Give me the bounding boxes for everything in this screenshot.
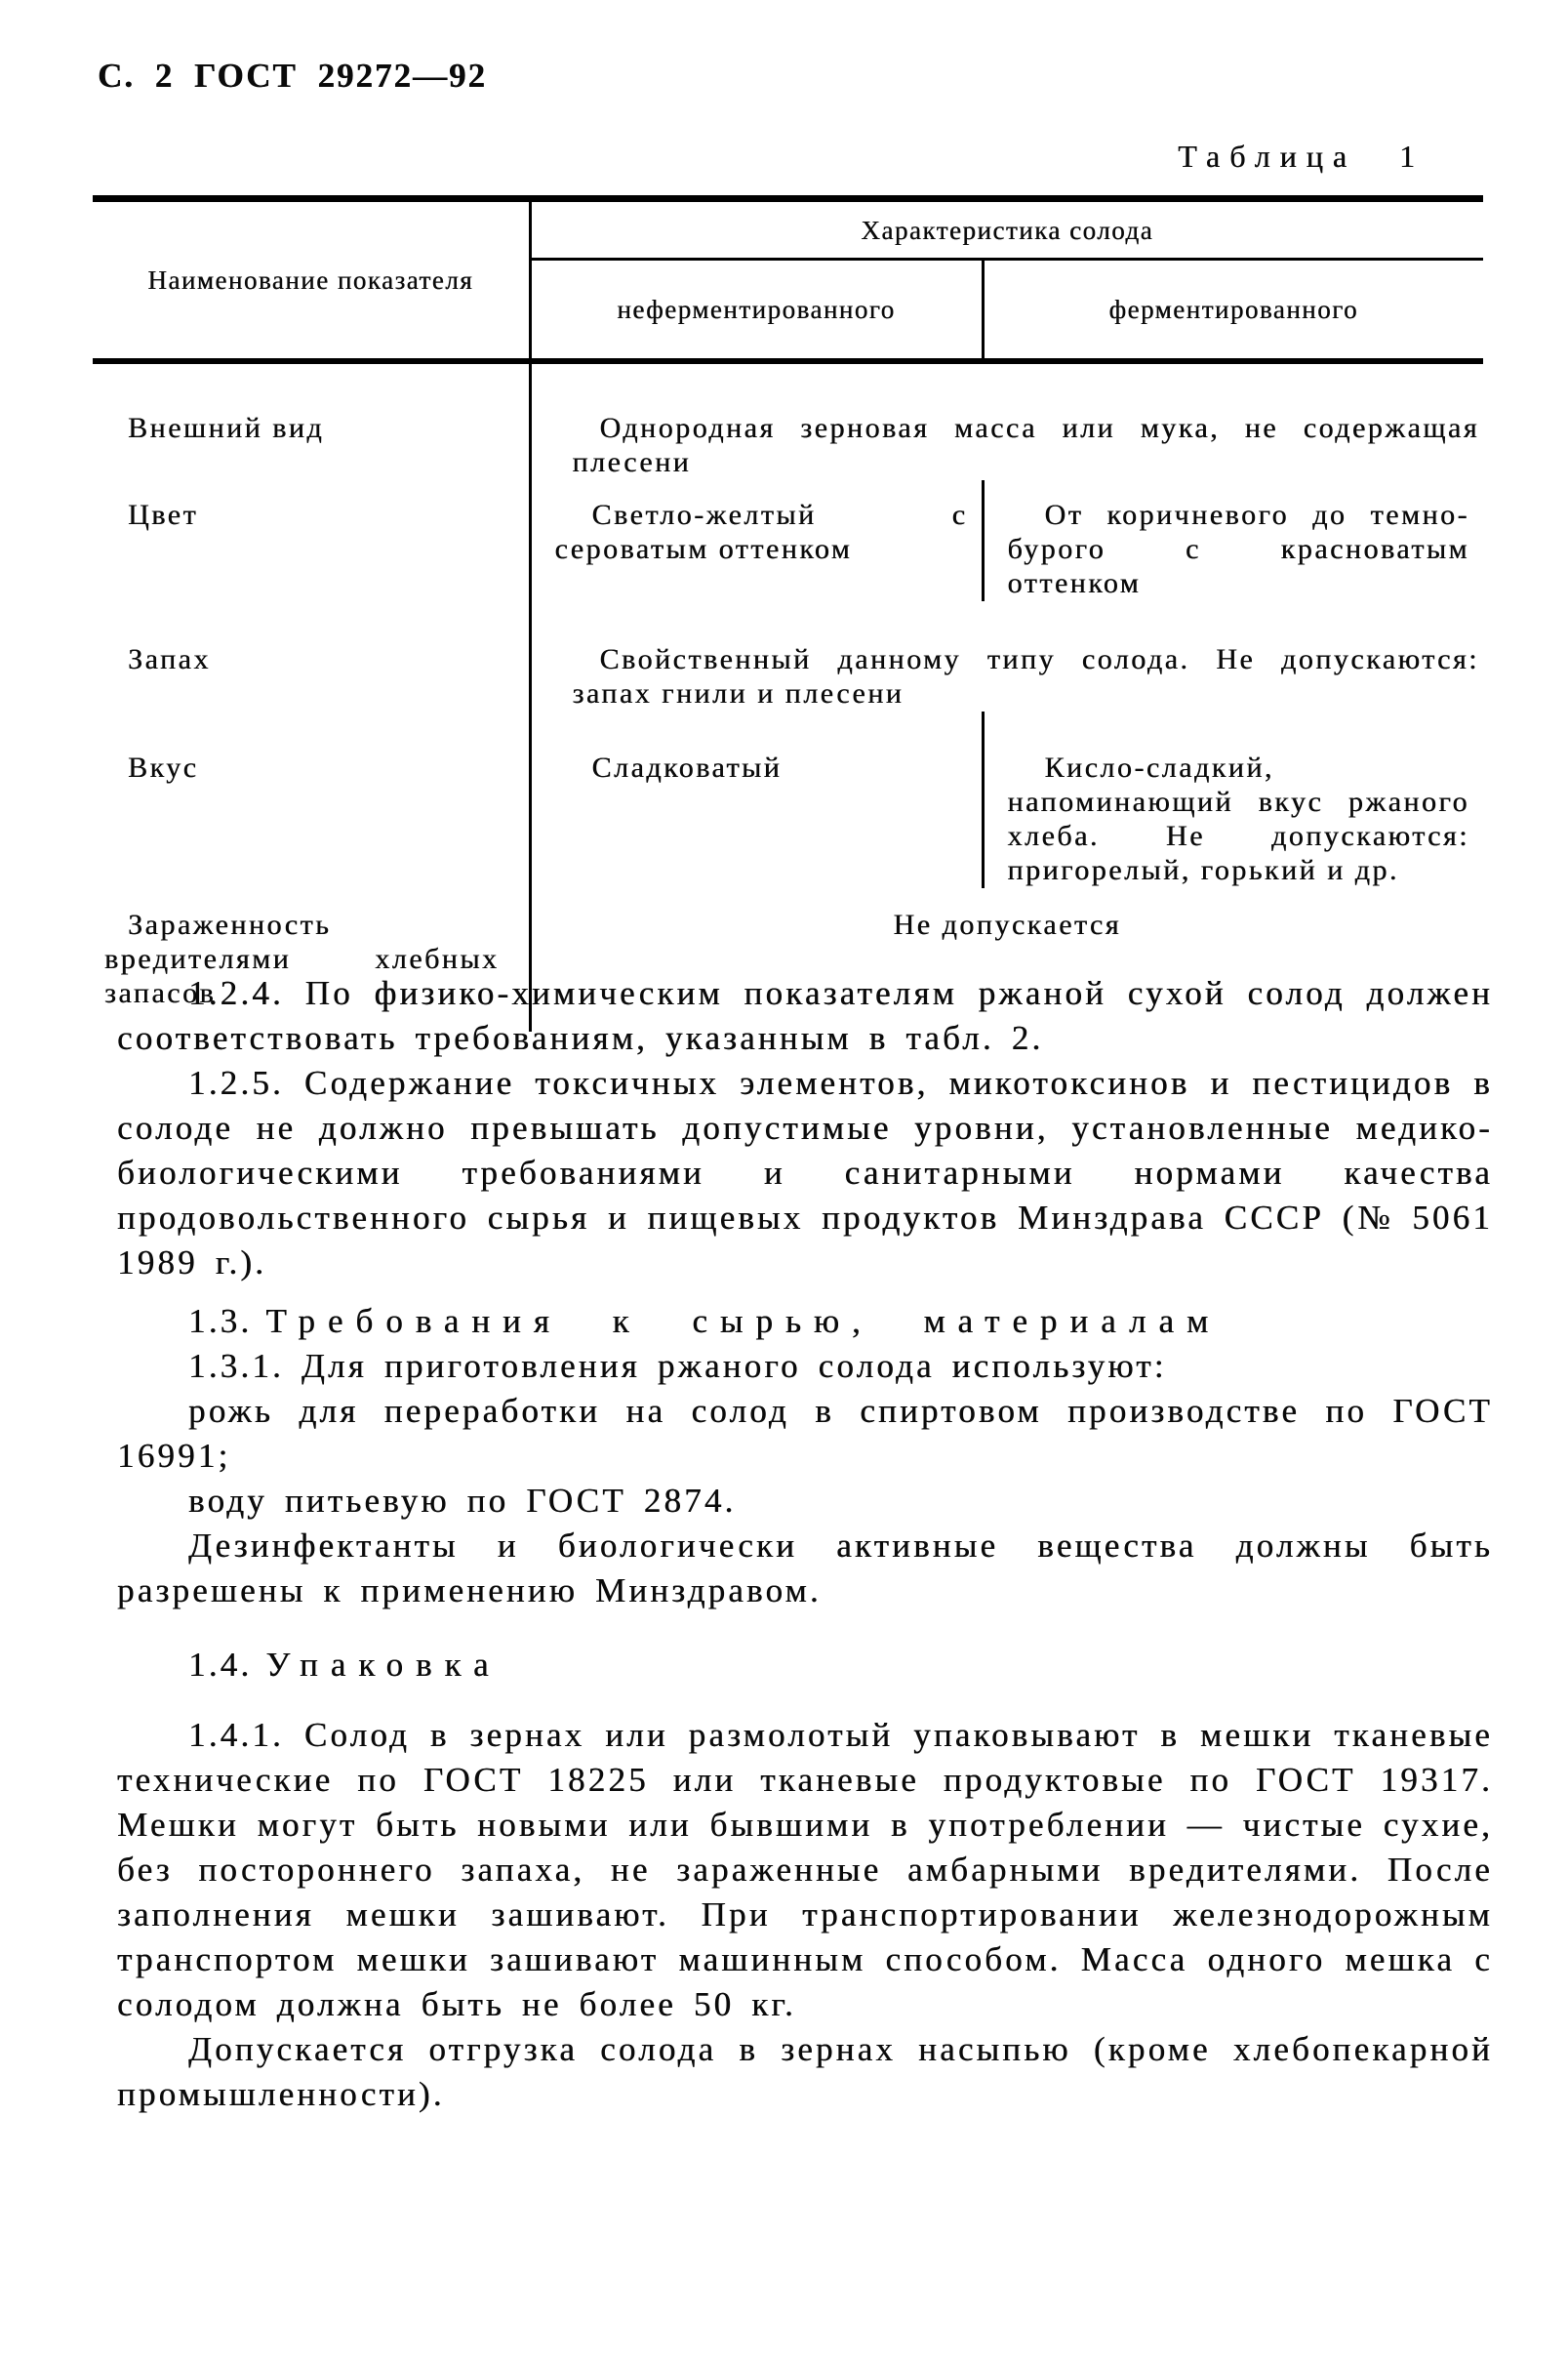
paragraph-1-3-1: 1.3.1. Для приготовления ржаного солода используют: bbox=[188, 1347, 1167, 1385]
indicator-value: Свойственный данному типу солода. Не допускаются: запах гнили и плесени bbox=[572, 643, 1479, 710]
section-number: 1.4. bbox=[188, 1646, 253, 1684]
paragraph-1-4-1: 1.4.1. Солод в зернах или размолотый упаковывают в мешки тканевые технические по ГОСТ 18225 или тканевые продуктовые по ГОСТ 19317. Мешки могут быть новыми или бывшими в употреблении — чистые сухие, без постороннего запаха, не зараженные амбарными вредителями. После заполнения мешки зашивают. При транспортировании железнодорожным транспортом мешки зашивают машинным способом. Масса одного мешка с солодом должна быть не более 50 кг. bbox=[117, 1716, 1493, 2023]
column-header-indicator-name: Наименование показателя bbox=[93, 199, 530, 362]
table-row-color bbox=[93, 480, 1483, 601]
paragraph-water: воду питьевую по ГОСТ 2874. bbox=[188, 1482, 737, 1520]
indicator-value-fermented: Кисло-сладкий, напоминающий вкус ржаного хлеба. Не допускаются: пригорелый, горький и др. bbox=[983, 712, 1483, 888]
table-row-taste bbox=[93, 712, 1483, 888]
paragraph-rye: рожь для переработки на солод в спиртовом производстве по ГОСТ 16991; bbox=[117, 1392, 1493, 1475]
section-heading-1-3 bbox=[117, 1299, 1493, 1344]
paragraph-disinfectants: Дезинфектанты и биологически активные вещества должны быть разрешены к применению Минздравом. bbox=[117, 1527, 1493, 1609]
indicator-name: Вкус bbox=[93, 712, 530, 888]
indicator-value-unfermented: Светло-желтый с сероватым оттенком bbox=[554, 499, 968, 565]
table-header bbox=[93, 199, 1483, 362]
indicator-name: Цвет bbox=[93, 480, 530, 601]
indicator-value: Однородная зерновая масса или мука, не содержащая плесени bbox=[572, 412, 1479, 478]
paragraph-1-2-4: 1.2.4. По физико-химическим показателям ржаной сухой солод должен соответствовать требованиям, указанным в табл. 2. bbox=[117, 974, 1493, 1057]
column-group-header-malt-characteristic: Характеристика солода bbox=[530, 199, 1483, 260]
table-caption: Таблица 1 bbox=[1178, 139, 1425, 174]
column-header-fermented: ферментированного bbox=[983, 260, 1483, 362]
page-header: С. 2 ГОСТ 29272—92 bbox=[98, 57, 487, 95]
section-heading-1-4 bbox=[117, 1643, 1493, 1688]
indicator-name: Запах bbox=[93, 601, 530, 712]
column-header-unfermented: неферментированного bbox=[530, 260, 983, 362]
section-title: Упаковка bbox=[265, 1646, 502, 1684]
body-text bbox=[117, 971, 1493, 2117]
indicator-value: Не допускается bbox=[893, 909, 1121, 941]
indicator-name: Внешний вид bbox=[93, 361, 530, 480]
section-number: 1.3. bbox=[188, 1302, 253, 1340]
table-row-appearance bbox=[93, 361, 1483, 480]
indicator-value-fermented: От коричневого до темно-бурого с красноватым оттенком bbox=[983, 480, 1483, 601]
indicator-value-unfermented: Сладковатый bbox=[591, 752, 783, 784]
table-row-smell bbox=[93, 601, 1483, 712]
malt-characteristics-table bbox=[93, 195, 1483, 1032]
section-title: Требования к сырью, материалам bbox=[265, 1302, 1222, 1340]
indicator-name: Зараженность вредителями хлебных запасов bbox=[93, 888, 530, 1032]
paragraph-bulk-shipment: Допускается отгрузка солода в зернах насыпью (кроме хлебопекарной промышленности). bbox=[117, 2030, 1493, 2113]
paragraph-1-2-5: 1.2.5. Содержание токсичных элементов, микотоксинов и пестицидов в солоде не должно превышать допустимые уровни, установленные медико-биологическими требованиями и санитарными нормами качества продовольственного сырья и пищевых продуктов Минздрава СССР (№ 5061 1989 г.). bbox=[117, 1064, 1493, 1282]
